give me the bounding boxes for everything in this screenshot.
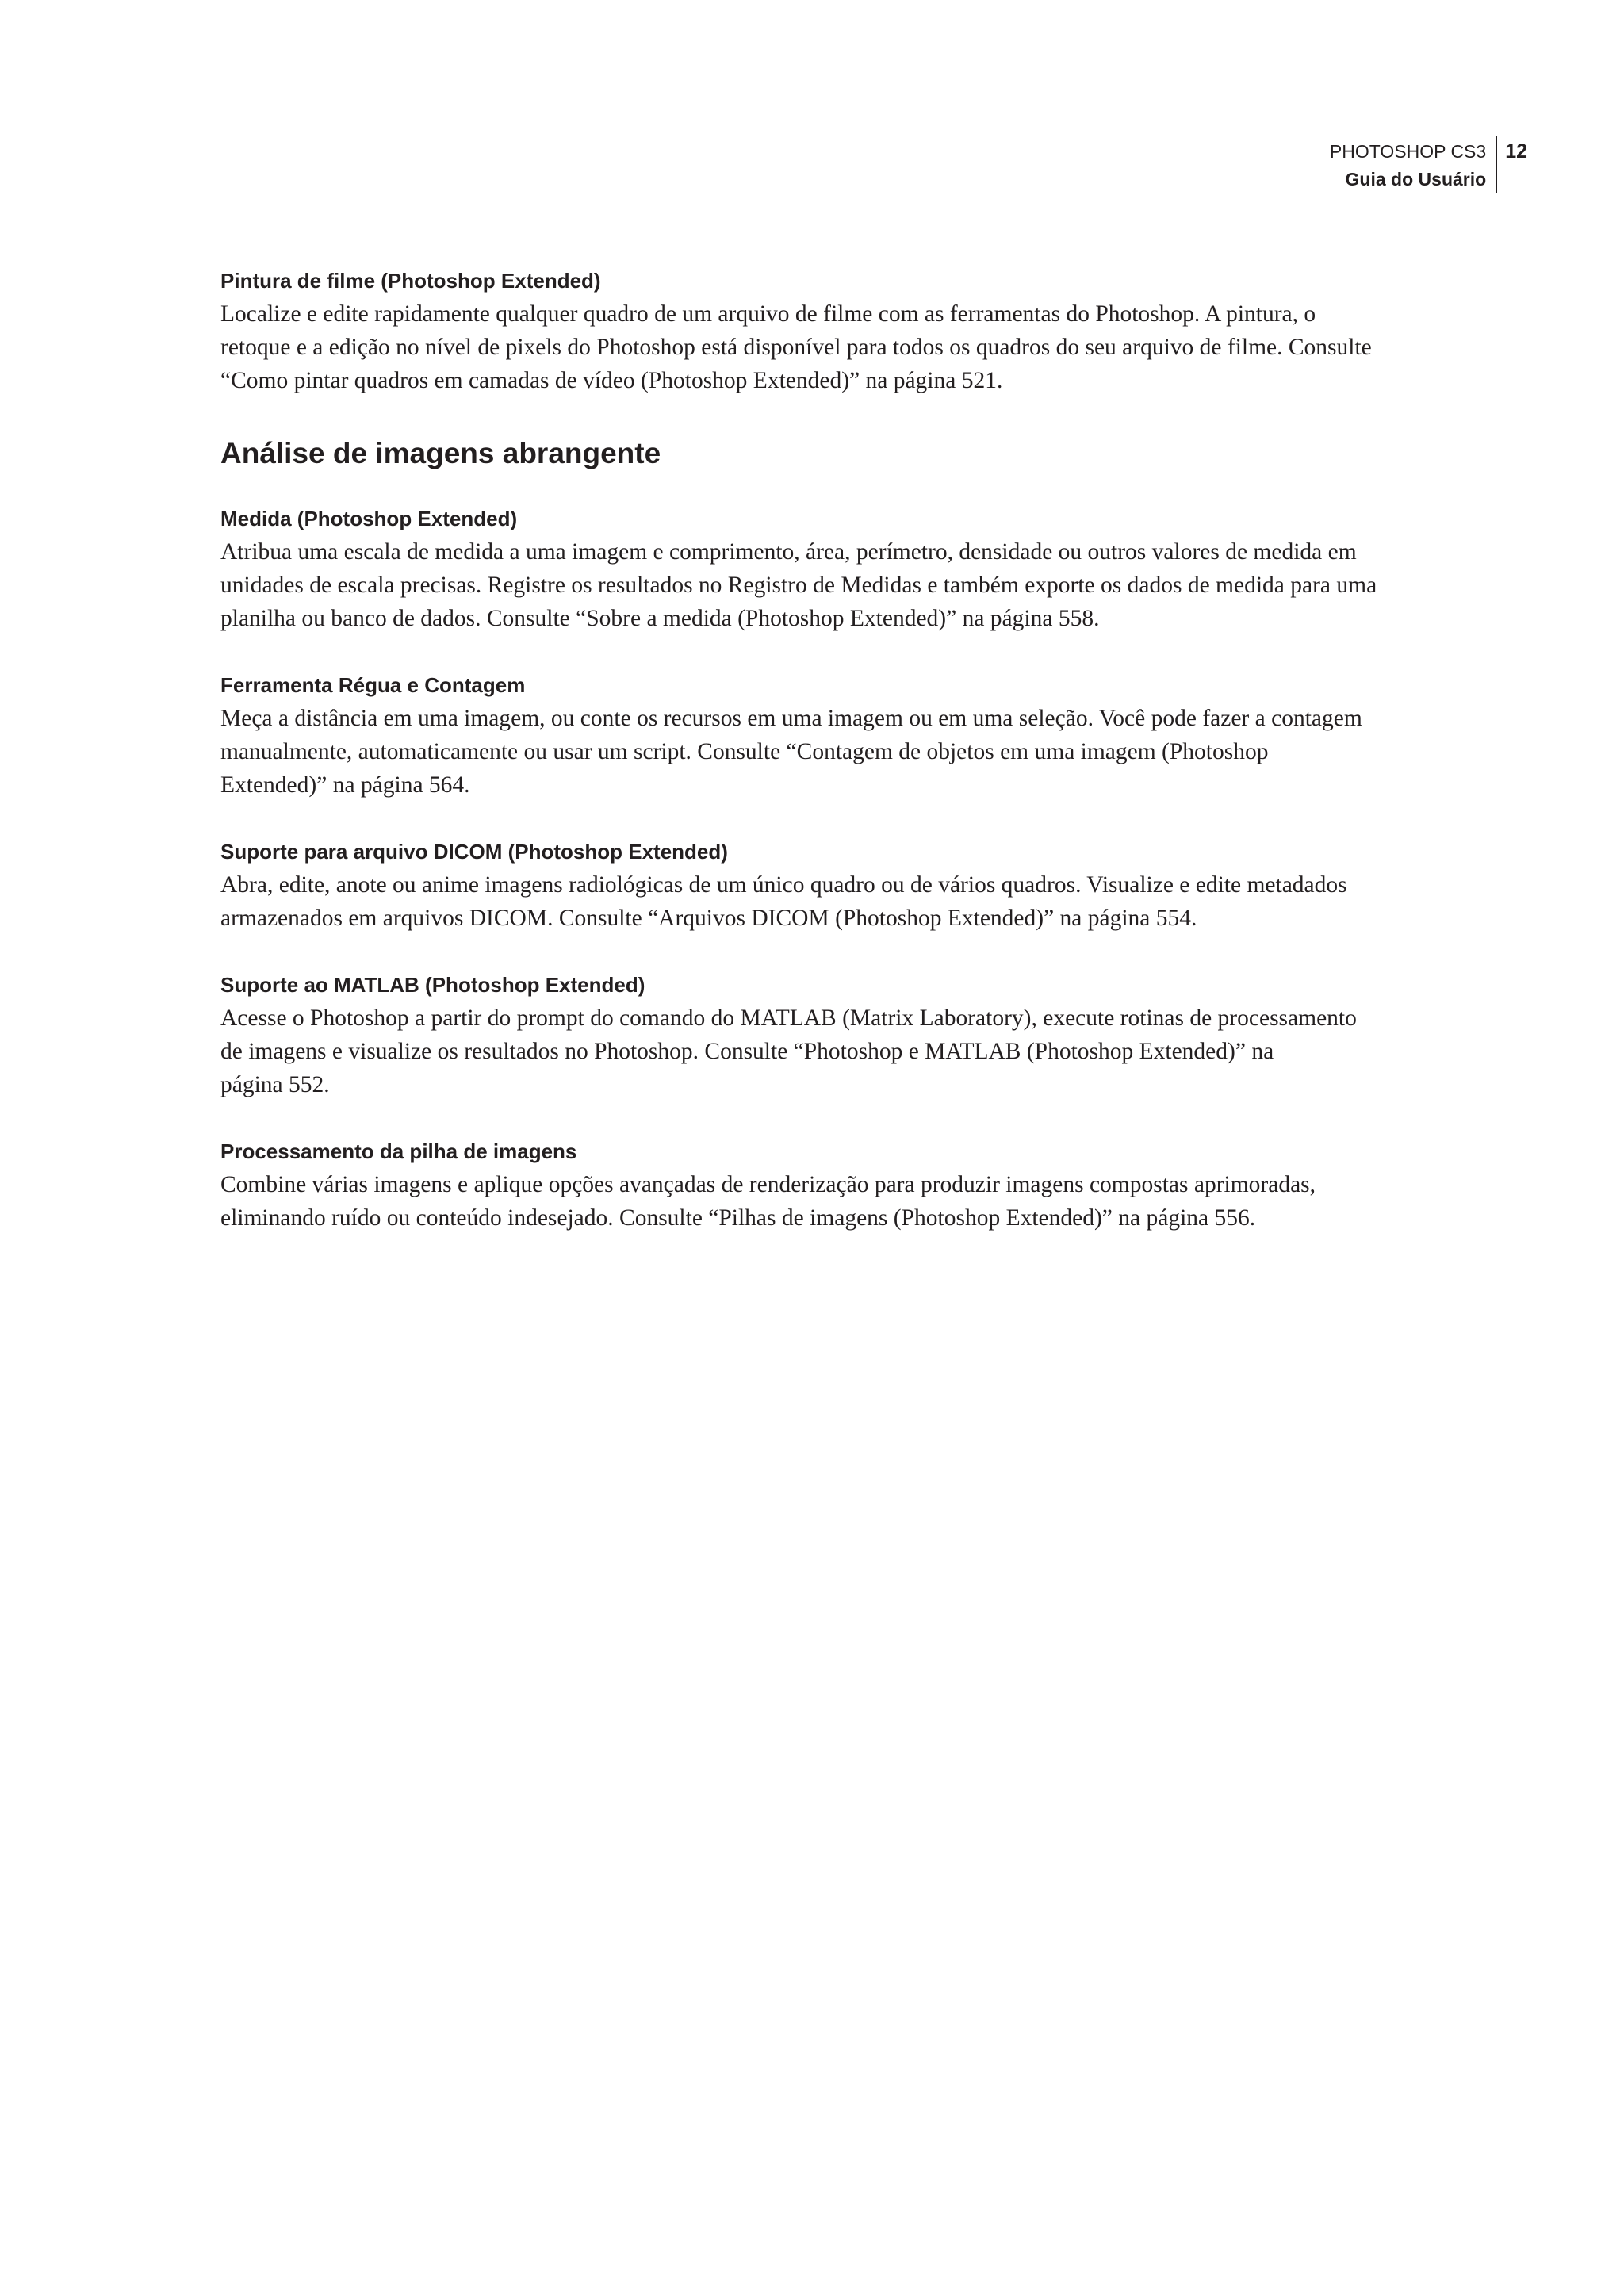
block-dicom [220, 835, 1426, 935]
page-header [1330, 136, 1527, 193]
text-line: armazenados em arquivos DICOM. Consulte “Arquivos DICOM (Photoshop Extended)” na página 554. [220, 906, 1197, 931]
block-film-painting [220, 264, 1426, 397]
block-ruler-count [220, 668, 1426, 802]
subheading-dicom: Suporte para arquivo DICOM (Photoshop Extended) [220, 840, 728, 864]
text-line: planilha ou banco de dados. Consulte “Sobre a medida (Photoshop Extended)” na página 558. [220, 606, 1100, 631]
body-dicom [220, 868, 1426, 935]
text-line: Atribua uma escala de medida a uma imagem e comprimento, área, perímetro, densidade ou outros valores de medida em [220, 539, 1357, 565]
subheading-film-painting: Pintura de filme (Photoshop Extended) [220, 269, 601, 293]
text-line: página 552. [220, 1072, 330, 1097]
block-image-stack [220, 1135, 1426, 1235]
text-line: Combine várias imagens e aplique opções avançadas de renderização para produzir imagens compostas aprimoradas, [220, 1172, 1316, 1197]
section-heading-analysis: Análise de imagens abrangente [220, 437, 661, 469]
text-line: Extended)” na página 564. [220, 772, 470, 798]
text-line: unidades de escala precisas. Registre os resultados no Registro de Medidas e também exporte os dados de medida para uma [220, 573, 1377, 598]
subheading-image-stack: Processamento da pilha de imagens [220, 1139, 577, 1163]
text-line: “Como pintar quadros em camadas de vídeo (Photoshop Extended)” na página 521. [220, 368, 1003, 393]
subheading-ruler-count: Ferramenta Régua e Contagem [220, 673, 526, 697]
text-line: Localize e edite rapidamente qualquer quadro de um arquivo de filme com as ferramentas do Photoshop. A pintura, o [220, 301, 1316, 327]
body-matlab [220, 1001, 1426, 1101]
body-ruler-count [220, 702, 1426, 802]
page-number: 12 [1505, 140, 1527, 163]
text-line: manualmente, automaticamente ou usar um script. Consulte “Contagem de objetos em uma imagem (Photoshop [220, 739, 1269, 764]
subheading-matlab: Suporte ao MATLAB (Photoshop Extended) [220, 973, 645, 997]
product-name: PHOTOSHOP CS3 [1329, 141, 1487, 162]
text-line: de imagens e visualize os resultados no Photoshop. Consulte “Photoshop e MATLAB (Photoshop Extended)” na [220, 1039, 1274, 1064]
running-head [1330, 136, 1496, 193]
text-line: eliminando ruído ou conteúdo indesejado. Consulte “Pilhas de imagens (Photoshop Extended)” na página 556. [220, 1205, 1256, 1231]
text-line: Meça a distância em uma imagem, ou conte os recursos em uma imagem ou em uma seleção. Você pode fazer a contagem [220, 706, 1362, 731]
text-line: Abra, edite, anote ou anime imagens radiológicas de um único quadro ou de vários quadros. Visualize e edite metadados [220, 872, 1347, 898]
text-line: Acesse o Photoshop a partir do prompt do comando do MATLAB (Matrix Laboratory), execute rotinas de processamento [220, 1005, 1357, 1031]
page-content [220, 264, 1426, 1235]
block-section-analysis [220, 434, 1426, 473]
text-line: retoque e a edição no nível de pixels do Photoshop está disponível para todos os quadros do seu arquivo de filme. Consulte [220, 335, 1372, 360]
block-matlab [220, 968, 1426, 1101]
subheading-measure: Medida (Photoshop Extended) [220, 507, 518, 530]
guide-title: Guia do Usuário [1345, 169, 1487, 190]
body-film-painting [220, 297, 1426, 397]
body-image-stack [220, 1168, 1426, 1235]
block-measure [220, 502, 1426, 635]
body-measure [220, 535, 1426, 635]
